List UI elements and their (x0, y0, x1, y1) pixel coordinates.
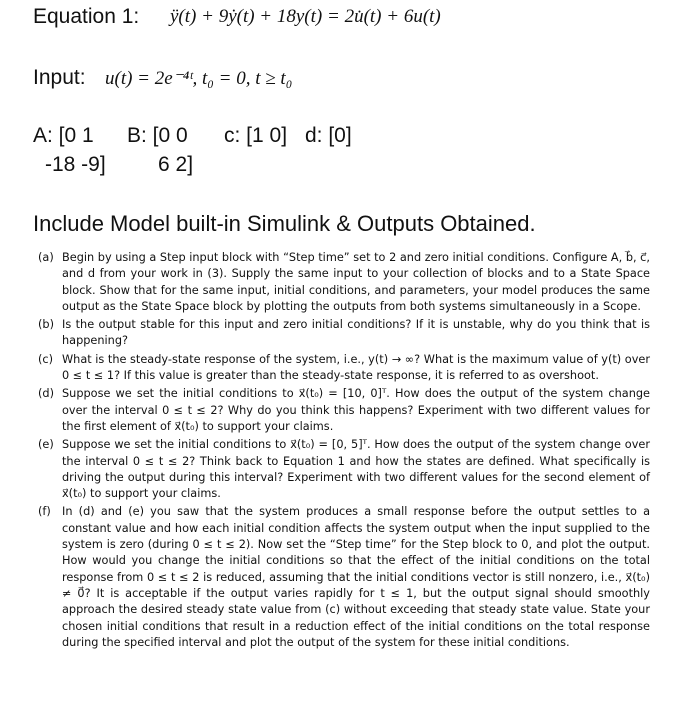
matrix-a-row-1: A: [0 1 (33, 124, 94, 147)
question-text: What is the steady-state response of the system, i.e., y(t) → ∞? What is the maximum value of y(t) over 0 ≤ t ≤ 1? If this value is greater than the steady-state response, it is referred to as overshoot. (62, 352, 650, 383)
question-item (38, 352, 650, 385)
equation-label: Equation 1: (33, 5, 140, 28)
question-text: Suppose we set the initial conditions to x⃗(t₀) = [0, 5]ᵀ. How does the output of the system change over the interval 0 ≤ t ≤ 2? Think back to Equation 1 and how the states are defined. What specifically is driving the output during this interval? Experiment with two different values for the second element of x⃗(t₀) to support your claims. (62, 438, 650, 501)
equation-expression: ÿ(t) + 9ẏ(t) + 18y(t) = 2u̇(t) + 6u(t) (170, 6, 441, 27)
matrix-d: d: [0] (305, 124, 352, 147)
question-text: Suppose we set the initial conditions to x⃗(t₀) = [10, 0]ᵀ. How does the output of the system change over the interval 0 ≤ t ≤ 2? Why do you think this happens? Experiment with two different values for the first element of x⃗(t₀) to support your claims. (62, 387, 650, 433)
matrix-b-row-1: B: [0 0 (127, 124, 188, 147)
input-expression: u(t) = 2e⁻⁴ᵗ, t₀ = 0, t ≥ t₀ (105, 68, 293, 89)
question-label: (e) (38, 438, 54, 452)
question-label: (c) (38, 352, 54, 366)
question-item (38, 437, 650, 502)
question-label: (b) (38, 318, 54, 332)
question-item (38, 317, 650, 350)
question-label: (d) (38, 387, 54, 401)
question-list (38, 250, 650, 653)
question-item (38, 386, 650, 435)
question-text: Begin by using a Step input block with “Step time” set to 2 and zero initial conditions. Configure A, b⃗, c⃗, and d from your work in (3). Supply the same input to your collection of blocks and to a State Space block. Show that for the same input, initial conditions, and parameters, your model produces the same output as the State Space block by plotting the outputs from both systems simultaneously in a Scope. (62, 251, 650, 313)
matrix-c: c: [1 0] (224, 124, 288, 147)
question-item (38, 250, 650, 315)
question-text: In (d) and (e) you saw that the system produces a small response before the output settles to a constant value and how each initial condition affects the system output when the input supplied to the system is zero (during 0 ≤ t ≤ 2). Now set the “Step time” for the Step block to 0, and plot the output. How would you change the initial conditions so that the effect of the initial conditions on the total response from 0 ≤ t ≤ 2 is reduced, assuming that the initial conditions vector is still nonzero, i.e., x⃗(t₀) ≠ 0⃗? It is acceptable if the output varies rapidly for t ≤ 1, but the output signal should smoothly approach the desired steady state value from (c) without exceeding that steady state value. State your chosen initial conditions that result in a reduction effect of the initial conditions on the total response during the specified interval and plot the output of the system for these initial conditions. (62, 505, 650, 649)
question-label: (f) (38, 505, 51, 519)
input-label: Input: (33, 66, 86, 89)
matrix-b-row-2: 6 2] (158, 153, 194, 176)
section-heading: Include Model built-in Simulink & Outputs Obtained. (33, 211, 536, 236)
question-item (38, 504, 650, 651)
question-text: Is the output stable for this input and zero initial conditions? If it is unstable, why do you think that is happening? (62, 318, 650, 348)
matrix-a-row-2: -18 -9] (45, 153, 106, 176)
question-label: (a) (38, 251, 54, 264)
